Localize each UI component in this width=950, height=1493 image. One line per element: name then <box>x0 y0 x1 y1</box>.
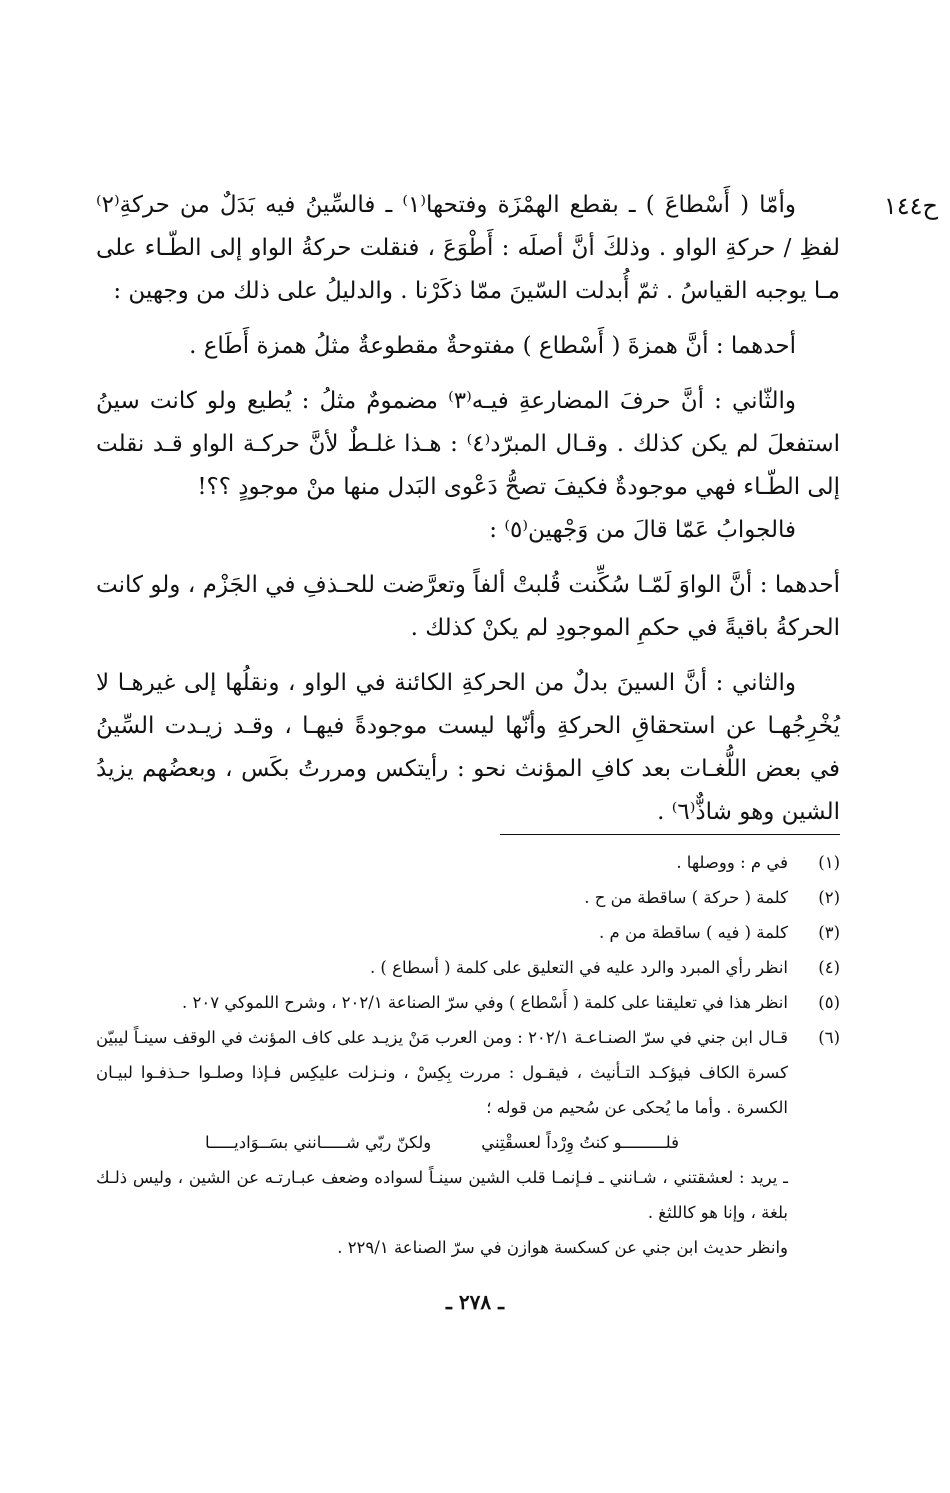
footnote-number: (٦) <box>818 1028 840 1047</box>
footnotes <box>96 845 840 1265</box>
paragraph-2: أحدهما : أنَّ همزةَ ( أَسْطاع ) مفتوحةٌ مقطوعةٌ مثلُ همزة أَطَاع . <box>189 333 796 359</box>
footnote-continuation: ـ يريد : لعشقتني ، شـانني ـ فـإنمـا قلب الشين سينـاً لسواده وضعف عبـارتـه عن الشين ، وليس ذلـك بلغة ، وإنا هو كاللثغ . <box>96 1168 788 1222</box>
main-text <box>96 184 840 834</box>
paragraph-1: وأمّا ( أَسْطاعَ ) ـ بقطع الهمْزَة وفتحها⁽١⁾ ـ فالسِّينُ فيه بَدَلٌ من حركةِ⁽٢⁾ لفظِ / حركةِ الواو . وذلكَ أنَّ أصلَه : أَطْوَعَ ، فنقلت حركةُ الواو إلى الطّـاء على مـا يوجبه القياسُ . ثمّ أُبدلت السّينَ ممّا ذكَرْنا . والدليلُ على ذلك من وجهين : <box>96 192 840 304</box>
footnote-text: في م : ووصلها . <box>676 853 788 872</box>
paragraph-6: والثاني : أنَّ السينَ بدلٌ من الحركةِ الكائنة في الواو ، ونقلُها إلى غيرهـا لا يُخْرِجُهـا عن استحقاقِ الحركةِ وأنّها ليست موجودةً فيهـا ، وقـد زيـدت السِّينُ في بعض اللُّغـات بعد كافِ المؤنث نحو : رأيتكس ومررتُ بكَس ، وبعضُهم يزيدُ الشين وهو شاذٌّ⁽٦⁾ . <box>96 670 840 825</box>
footnote-text: انظر هذا في تعليقنا على كلمة ( أَسْطاع ) وفي سرّ الصناعة ٢٠٢/١ ، وشرح اللموكي ٢٠٧ . <box>181 993 788 1012</box>
footnote-number: (٢) <box>818 888 840 907</box>
footnote-continuation: وانظر حديث ابن جني عن كسكسة هوازن في سرّ الصناعة ٢٢٩/١ . <box>337 1238 788 1257</box>
paragraph-4: فالجوابُ عَمّا قالَ من وَجْهين⁽٥⁾ : <box>489 517 796 543</box>
footnote <box>96 845 840 880</box>
footnote <box>96 880 840 915</box>
paragraph-5: أحدهما : أنَّ الواوَ لَمّـا سُكِّنت قُلبتْ ألفاً وتعرَّضت للحـذفِ في الجَزْم ، ولو كانت الحركةُ باقيةً في حكمِ الموجودِ لم يكنْ كذلك . <box>96 572 840 641</box>
footnote <box>96 1020 840 1125</box>
footnote-number: (٥) <box>818 993 840 1012</box>
verse-first-hemistich: فلـــــــــو كنتُ وِرْداً لعسقْتِني <box>481 1133 680 1152</box>
footnote-separator <box>500 834 840 835</box>
footnote <box>96 950 840 985</box>
footnote-number: (١) <box>818 853 840 872</box>
footnote-number: (٤) <box>818 958 840 977</box>
footnote-text: كلمة ( فيه ) ساقطة من م . <box>599 923 788 942</box>
paragraph-3: والثّاني : أنَّ حرفَ المضارعةِ فيـه⁽٣⁾ مضمومٌ مثلُ : يُطيع ولو كانت سينُ استفعلَ لم يكن كذلك . وقـال المبرّد⁽٤⁾ : هـذا غلـطٌ لأنَّ حركـة الواو قـد نقلت إلى الطّـاء فهي موجودةٌ فكيفَ تصحُّ دَعْوى البَدل منها منْ موجودٍ ؟؟! <box>96 388 841 500</box>
footnote-text: كلمة ( حركة ) ساقطة من ح . <box>584 888 788 907</box>
page-number: ـ ٢٧٨ ـ <box>446 1290 504 1314</box>
margin-manuscript-ref: ح١٤٤ <box>883 192 938 220</box>
footnote-number: (٣) <box>818 923 840 942</box>
footnote-text: قـال ابن جني في سرّ الصنـاعـة ٢٠٢/١ : ومن العرب مَنْ يزيـد على كاف المؤنث في الوقف سينـاً ليبيّن كسرة الكاف فيؤكـد التـأنيث ، فيقـول : مررت بِكِسْ ، ونـزلت عليكِس فـإذا وصلـوا حـذفـوا لبيـان الكسرة . وأما ما يُحكى عن سُحيم من قوله ؛ <box>96 1028 788 1117</box>
footnote <box>96 985 840 1020</box>
poetry-verse <box>96 1125 840 1160</box>
footnote-text: انظر رأي المبرد والرد عليه في التعليق على كلمة ( أسطاع ) . <box>369 958 788 977</box>
footnote <box>96 915 840 950</box>
verse-second-hemistich: ولكنّ ربّي شـــــانني بسَــوَاديـــــا <box>204 1133 432 1152</box>
